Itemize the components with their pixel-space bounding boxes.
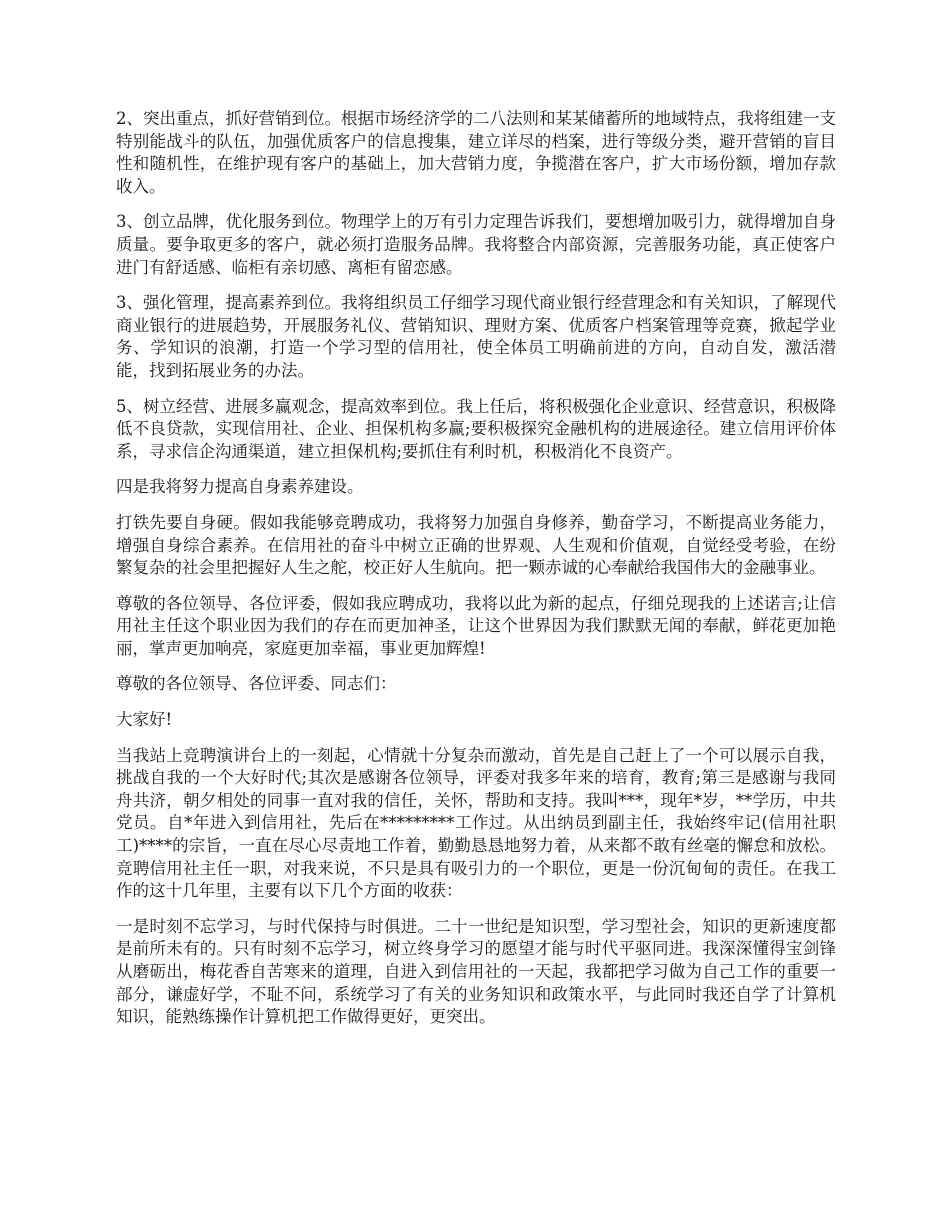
paragraph-closing-pledge: 尊敬的各位领导、各位评委，假如我应聘成功，我将以此为新的起点，仔细兑现我的上述诺言;让信用社主任这个职业因为我们的存在而更加神圣，让这个世界因为我们默默无闻的奉献，鲜花更加艳丽，掌声更加响亮，家庭更加幸福，事业更加辉煌! xyxy=(116,593,836,658)
paragraph-marketing: 2、突出重点，抓好营销到位。根据市场经济学的二八法则和某某储蓄所的地域特点，我将组建一支特别能战斗的队伍，加强优质客户的信息搜集，建立详尽的档案，进行等级分类，避开营销的盲目性和随机性，在维护现有客户的基础上，加大营销力度，争揽潜在客户，扩大市场份额，增加存款收入。 xyxy=(116,109,836,196)
paragraph-brand: 3、创立品牌，优化服务到位。物理学上的万有引力定理告诉我们，要想增加吸引力，就得增加自身质量。要争取更多的客户，就必须打造服务品牌。我将整合内部资源，完善服务功能，真正使客户进门有舒适感、临柜有亲切感、离柜有留恋感。 xyxy=(116,212,836,277)
paragraph-management: 3、强化管理，提高素养到位。我将组织员工仔细学习现代商业银行经营理念和有关知识，了解现代商业银行的进展趋势，开展服务礼仪、营销知识、理财方案、优质客户档案管理等竞赛，掀起学业务、学知识的浪潮，打造一个学习型的信用社，使全体员工明确前进的方向，自动自发，激活潜能，找到拓展业务的办法。 xyxy=(116,293,836,380)
paragraph-self-discipline: 打铁先要自身硬。假如我能够竞聘成功，我将努力加强自身修养，勤奋学习，不断提高业务能力，增强自身综合素养。在信用社的奋斗中树立正确的世界观、人生观和价值观，自觉经受考验，在纷繁复杂的社会里把握好人生之舵，校正好人生航向。把一颗赤诚的心奉献给我国伟大的金融事业。 xyxy=(116,512,836,578)
paragraph-self-improvement-heading: 四是我将努力提高自身素养建设。 xyxy=(116,477,364,497)
document-body xyxy=(116,108,836,1042)
paragraph-introduction: 当我站上竞聘演讲台上的一刻起，心情就十分复杂而激动，首先是自己赶上了一个可以展示自我，挑战自我的一个大好时代;其次是感谢各位领导，评委对我多年来的培育，教育;第三是感谢与我同舟共济，朝夕相处的同事一直对我的信任，关怀，帮助和支持。我叫***，现年*岁，**学历，中共党员。自*年进入到信用社，先后在*********工作过。从出纳员到副主任，我始终牢记(信用社职工)****的宗旨，一直在尽心尽责地工作着，勤勤恳恳地努力着，从来都不敢有丝毫的懈怠和放松。竞聘信用社主任一职，对我来说，不只是具有吸引力的一个职位，更是一份沉甸甸的责任。在我工作的这十几年里，主要有以下几个方面的收获： xyxy=(116,745,836,901)
paragraph-salutation: 尊敬的各位领导、各位评委、同志们： xyxy=(116,674,397,694)
paragraph-learning: 一是时刻不忘学习，与时代保持与时俱进。二十一世纪是知识型，学习型社会，知识的更新速度都是前所未有的。只有时刻不忘学习，树立终身学习的愿望才能与时代平驱同进。我深深懂得宝剑锋从磨砺出，梅花香自苦寒来的道理，自进入到信用社的一天起，我都把学习做为自己工作的重要一部分，谦虚好学，不耻不问，系统学习了有关的业务知识和政策水平，与此同时我还自学了计算机知识，能熟练操作计算机把工作做得更好，更突出。 xyxy=(116,916,836,1027)
paragraph-efficiency: 5、树立经营、进展多赢观念，提高效率到位。我上任后，将积极强化企业意识、经营意识，积极降低不良贷款，实现信用社、企业、担保机构多赢;要积极探究金融机构的进展途径。建立信用评价体系，寻求信企沟通渠道，建立担保机构;要抓住有利时机，积极消化不良资产。 xyxy=(116,396,836,461)
paragraph-greeting: 大家好! xyxy=(116,710,173,730)
